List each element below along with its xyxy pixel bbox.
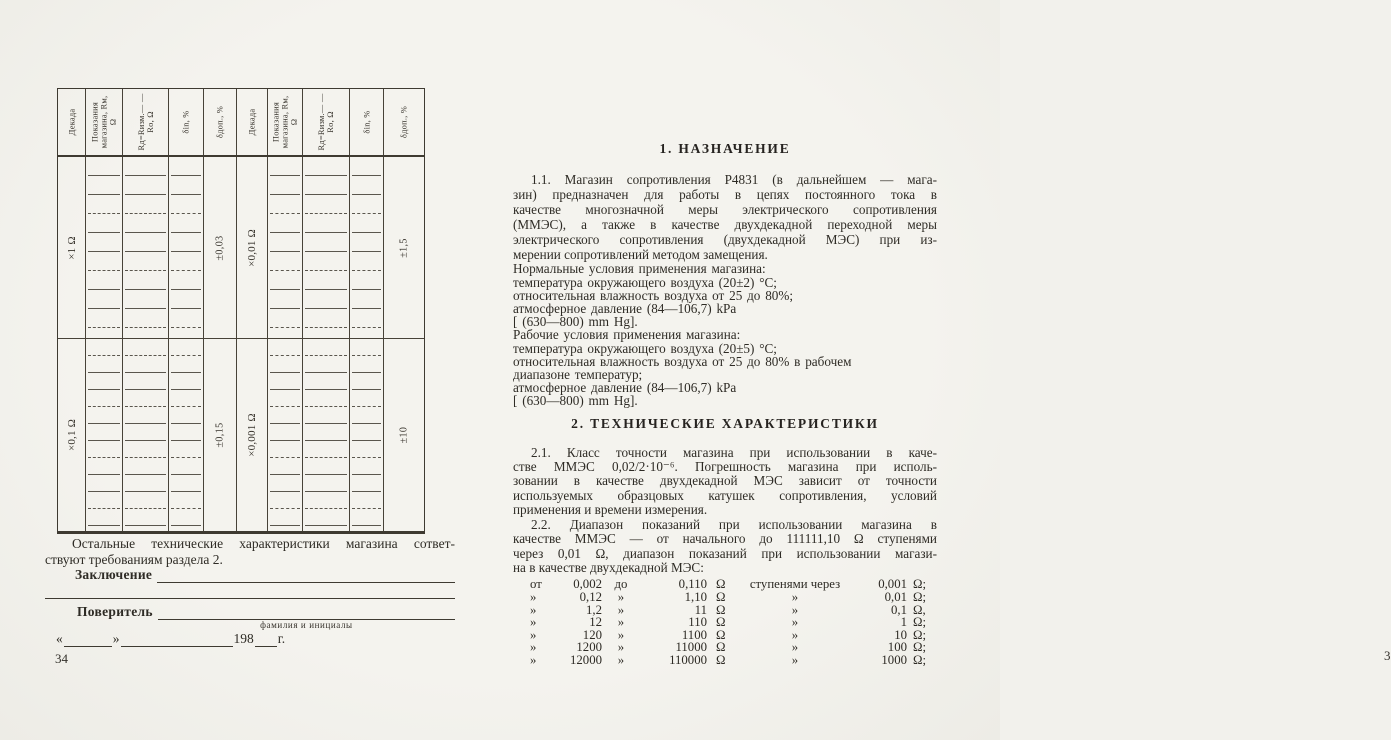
application-conditions: [513, 262, 937, 407]
fill-in-line: [125, 176, 166, 195]
fill-in-line: [171, 492, 201, 509]
fill-in-line: [305, 509, 347, 526]
col-header-rd: [303, 89, 350, 155]
fill-in-line: [352, 271, 381, 290]
fill-in-line: [305, 233, 347, 252]
paragraph-2-2: [513, 518, 937, 576]
range-cell: »: [617, 627, 625, 642]
range-cell: 0,12: [579, 589, 602, 604]
fill-in-line: [171, 176, 201, 195]
col-header-readings: [268, 89, 303, 155]
text-line: стве ММЭС 0,02/2·10⁻⁶. Погрешность магазина при исполь-: [513, 459, 937, 475]
range-cell: 11: [694, 602, 707, 617]
range-cell: до: [614, 577, 628, 592]
range-cell: 1,2: [586, 602, 602, 617]
text-line: применения и времени измерения.: [513, 502, 708, 518]
decade-label: ×0,001 Ω: [246, 413, 258, 457]
col-header-label: Декада: [66, 108, 76, 136]
fill-in-line: [305, 458, 347, 475]
range-cell: Ω: [716, 602, 726, 617]
fill-in-line: [352, 492, 381, 509]
section-2-heading: 2. ТЕХНИЧЕСКИЕ ХАРАКТЕРИСТИКИ: [571, 415, 879, 431]
text-line: Рабочие условия применения магазина:: [513, 327, 741, 343]
fill-in-line: [88, 195, 120, 214]
fill-in-line: [270, 441, 300, 458]
fill-in-line: [88, 407, 120, 424]
fill-in-line: [88, 475, 120, 492]
range-cell: »: [530, 627, 537, 642]
text-line: через 0,01 Ω, диапазон показаний при использовании магази-: [513, 545, 937, 561]
text-line: электрического сопротивления (двухдекадной МЭС) при из-: [513, 231, 937, 247]
range-cell: Ω;: [913, 627, 927, 642]
range-cell: 0,110: [678, 577, 707, 592]
fill-in-line: [88, 458, 120, 475]
fill-in-line: [352, 441, 381, 458]
fill-in-line: [171, 252, 201, 271]
fill-in-line: [352, 176, 381, 195]
fill-in-line: [125, 195, 166, 214]
fill-in-line: [352, 309, 381, 328]
range-cell: Ω,: [913, 602, 926, 617]
fill-in-line: [125, 475, 166, 492]
range-cell: »: [530, 640, 537, 655]
fill-in-line: [171, 157, 201, 176]
text-line: [ (630—800) mm Hg].: [513, 393, 638, 409]
fill-in-line: [305, 373, 347, 390]
range-cell: 12: [589, 615, 602, 630]
verifier-caption: фамилия и инициалы: [260, 620, 353, 630]
fill-in-line: [270, 195, 300, 214]
fill-in-line: [352, 214, 381, 233]
range-cell: 1: [900, 615, 907, 630]
fill-in-line: [88, 373, 120, 390]
text-line: Нормальные условия применения магазина:: [513, 261, 766, 277]
range-cell: 1000: [881, 652, 907, 667]
range-cell: Ω;: [913, 640, 927, 655]
allowed-error-cell: [384, 339, 424, 531]
range-cell: »: [791, 640, 799, 655]
fill-in-line: [88, 271, 120, 290]
allowed-error-label: ±1,5: [398, 237, 410, 258]
range-cell: 10: [894, 627, 907, 642]
fill-in-line: [305, 176, 347, 195]
fill-in-line: [305, 290, 347, 309]
fill-in-line: [88, 339, 120, 356]
range-cell: Ω;: [913, 652, 927, 667]
right-page: [500, 0, 1391, 740]
fill-in-line: [270, 252, 300, 271]
fill-in-line: [125, 339, 166, 356]
fill-in-column: [169, 339, 204, 531]
fill-in-column: [303, 339, 350, 531]
text-line: используемых образцовых катушек сопротивления, условий: [513, 487, 937, 503]
range-cell: 0,002: [573, 577, 602, 592]
range-cell: 11000: [675, 640, 707, 655]
col-header-rd: [123, 89, 169, 155]
text-line: качестве ММЭС — от начального до 111111,10 Ω ступенями: [513, 531, 937, 547]
fill-in-column: [86, 339, 123, 531]
allowed-error-label: ±10: [398, 426, 410, 444]
fill-in-line: [171, 458, 201, 475]
text-line: зин) предназначен для работы в цепях постоянного тока в: [513, 186, 937, 202]
text-line: зовании в качестве двухдекадной МЭС зависит от точности: [513, 473, 937, 489]
range-cell: 120: [582, 627, 602, 642]
range-cell: Ω: [716, 577, 726, 592]
text-line: температура окружающего воздуха (20±5) °С;: [513, 340, 777, 356]
col-header-label: Rд=Rизм.— —Rо, Ω: [135, 93, 155, 151]
fill-in-line: [270, 233, 300, 252]
fill-in-line: [88, 252, 120, 271]
text-line: диапазоне температур;: [513, 367, 643, 383]
range-cell: »: [791, 652, 799, 667]
decade-label-cell: [237, 157, 268, 338]
range-cell: 0,01: [884, 589, 907, 604]
text-line: атмосферное давление (84—106,7) kPa: [513, 380, 737, 396]
fill-in-line: [171, 290, 201, 309]
year-prefix: 198: [233, 631, 254, 646]
range-cell: »: [530, 615, 537, 630]
fill-in-line: [171, 407, 201, 424]
fill-in-line: [125, 407, 166, 424]
col-header-label: Rд=Rизм.— —Rо, Ω: [316, 93, 335, 151]
fill-in-line: [352, 252, 381, 271]
range-cell: 0,1: [891, 602, 907, 617]
decade-label: ×1 Ω: [65, 235, 78, 260]
col-header-delta-in: [350, 89, 384, 155]
fill-in-line: [305, 407, 347, 424]
text-line: относительная влажность воздуха от 25 до 80% в рабочем: [513, 353, 852, 369]
fill-in-line: [125, 492, 166, 509]
fill-in-line: [352, 458, 381, 475]
col-header-delta-dop: [384, 89, 424, 155]
text-line: ствуют требованиям раздела 2.: [45, 552, 223, 567]
range-cell: Ω: [716, 615, 726, 630]
fill-in-line: [270, 492, 300, 509]
paragraph-1-1: [513, 173, 937, 262]
allowed-error-label: ±0,03: [214, 235, 226, 260]
allowed-error-cell: [204, 157, 237, 338]
fill-in-line: [305, 195, 347, 214]
range-cell: »: [617, 602, 625, 617]
decade-label: ×0,01 Ω: [246, 228, 258, 267]
fill-in-line: [88, 290, 120, 309]
fill-in-line: [352, 509, 381, 526]
open-quote: «: [56, 631, 63, 646]
range-cell: 100: [887, 640, 907, 655]
col-header-label: Декада: [246, 108, 257, 136]
range-cell: »: [791, 627, 799, 642]
fill-in-line: [88, 441, 120, 458]
fill-in-line: [352, 475, 381, 492]
conclusion-label: Заключение: [75, 567, 153, 582]
range-cell: »: [617, 640, 625, 655]
fill-in-line: [88, 492, 120, 509]
table-header-row: [58, 89, 424, 157]
fill-in-line: [352, 339, 381, 356]
fill-in-line: [270, 356, 300, 373]
paragraph-2-1: [513, 446, 937, 518]
fill-in-line: [125, 356, 166, 373]
col-header-label: δдоп., %: [398, 105, 409, 139]
range-cell: 1200: [576, 640, 602, 655]
fill-in-line: [305, 424, 347, 441]
range-cell: »: [530, 652, 537, 667]
date-row: [55, 631, 295, 647]
fill-in-line: [125, 373, 166, 390]
text-line: (ММЭС), а также в качестве двухдекадной переходной меры: [513, 216, 937, 232]
fill-in-line: [171, 509, 201, 526]
fill-in-line: [88, 176, 120, 195]
fill-in-line: [171, 475, 201, 492]
fill-in-line: [88, 157, 120, 176]
range-cell: Ω: [716, 652, 726, 667]
date-day-blank: [64, 633, 112, 647]
allowed-error-cell: [384, 157, 424, 338]
conclusion-blank-line: [157, 569, 455, 583]
range-cell: от: [530, 577, 542, 592]
text-line: Остальные технические характеристики магазина сответ-: [72, 536, 455, 551]
fill-in-line: [171, 309, 201, 328]
col-header-decade: [237, 89, 268, 155]
range-cell: Ω: [716, 627, 726, 642]
allowed-error-label: ±0,15: [214, 422, 226, 448]
fill-in-line: [125, 390, 166, 407]
range-cell: 1,10: [684, 589, 707, 604]
fill-in-line: [270, 424, 300, 441]
note-paragraph: [45, 536, 455, 568]
text-line: относительная влажность воздуха от 25 до 80%;: [513, 287, 794, 303]
fill-in-line: [305, 356, 347, 373]
fill-in-line: [305, 309, 347, 328]
fill-in-line: [171, 424, 201, 441]
text-line: на в качестве двухдекадной МЭС:: [513, 559, 704, 575]
fill-in-line: [125, 309, 166, 328]
fill-in-line: [270, 509, 300, 526]
fill-in-line: [305, 492, 347, 509]
verification-protocol-table: [57, 88, 425, 534]
fill-in-column: [86, 157, 123, 338]
fill-in-line: [171, 214, 201, 233]
fill-in-line: [125, 271, 166, 290]
fill-in-line: [352, 390, 381, 407]
col-header-label: δin, %: [361, 110, 371, 134]
col-header-delta-dop: [204, 89, 237, 155]
text-line: 2.1. Класс точности магазина при использовании в каче-: [531, 444, 937, 460]
text-line: [ (630—800) mm Hg].: [513, 314, 638, 330]
fill-in-line: [125, 441, 166, 458]
range-cell: »: [617, 652, 625, 667]
fill-in-line: [125, 214, 166, 233]
right-page-content: [513, 141, 937, 666]
fill-in-column: [268, 339, 303, 531]
fill-in-line: [125, 509, 166, 526]
fill-in-column: [350, 339, 384, 531]
fill-in-line: [305, 441, 347, 458]
fill-in-line: [270, 458, 300, 475]
fill-in-line: [352, 373, 381, 390]
left-page: [0, 0, 500, 740]
fill-in-column: [169, 157, 204, 338]
year-suffix: г.: [277, 631, 286, 646]
fill-in-line: [305, 390, 347, 407]
range-cell: Ω;: [913, 577, 927, 592]
fill-in-line: [88, 356, 120, 373]
fill-in-line: [171, 356, 201, 373]
allowed-error-cell: [204, 339, 237, 531]
decade-label-cell: [58, 339, 86, 531]
fill-in-line: [171, 339, 201, 356]
col-header-readings: [86, 89, 123, 155]
range-cell: 1100: [681, 627, 707, 642]
fill-in-line: [352, 424, 381, 441]
range-cell: »: [530, 602, 537, 617]
fill-in-line: [88, 214, 120, 233]
section-1-heading: 1. НАЗНАЧЕНИЕ: [659, 141, 791, 156]
fill-in-line: [88, 424, 120, 441]
fill-in-line: [171, 390, 201, 407]
fill-in-column: [303, 157, 350, 338]
right-page-number: 3: [1384, 648, 1391, 663]
fill-in-line: [305, 252, 347, 271]
range-cell: 110000: [669, 652, 707, 667]
range-cell: Ω;: [913, 615, 927, 630]
range-cell: 12000: [570, 652, 602, 667]
text-line: 1.1. Магазин сопротивления Р4831 (в дальнейшем — мага-: [531, 172, 937, 187]
range-cell: Ω: [716, 589, 726, 604]
table-block-x0-1: [58, 339, 424, 531]
fill-in-line: [270, 475, 300, 492]
fill-in-line: [270, 176, 300, 195]
fill-in-line: [352, 407, 381, 424]
text-line: мерении сопротивлений методом замещения.: [513, 246, 768, 262]
range-cell: 0,001: [878, 577, 907, 592]
fill-in-column: [123, 157, 169, 338]
decade-label-cell: [237, 339, 268, 531]
verifier-label: Поверитель: [77, 604, 153, 619]
left-page-number: 34: [55, 651, 68, 666]
text-line: 2.2. Диапазон показаний при использовании магазина в: [531, 516, 937, 532]
fill-in-line: [88, 309, 120, 328]
fill-in-line: [305, 271, 347, 290]
fill-in-line: [171, 233, 201, 252]
range-cell: 110: [688, 615, 707, 630]
date-month-blank: [121, 633, 233, 647]
fill-in-column: [350, 157, 384, 338]
close-quote: »: [112, 631, 120, 646]
col-header-label: δin, %: [180, 110, 191, 134]
fill-in-line: [125, 424, 166, 441]
text-line: атмосферное давление (84—106,7) kPa: [513, 301, 737, 317]
fill-in-line: [88, 390, 120, 407]
fill-in-line: [88, 233, 120, 252]
fill-in-line: [270, 309, 300, 328]
fill-in-line: [88, 509, 120, 526]
fill-in-line: [270, 339, 300, 356]
fill-in-line: [352, 290, 381, 309]
col-header-label: δдоп., %: [214, 105, 225, 139]
text-line: температура окружающего воздуха (20±2) °С;: [513, 274, 777, 290]
col-header-label: Показания магазина, Rм, Ω: [270, 95, 299, 149]
fill-in-line: [125, 458, 166, 475]
fill-in-line: [270, 290, 300, 309]
fill-in-line: [352, 157, 381, 176]
range-cell: »: [791, 589, 799, 604]
fill-in-line: [270, 373, 300, 390]
year-blank: [255, 633, 277, 647]
fill-in-line: [171, 195, 201, 214]
fill-in-line: [171, 271, 201, 290]
verifier-row: [45, 604, 455, 630]
fill-in-line: [125, 290, 166, 309]
range-cell: »: [617, 615, 625, 630]
col-header-delta-in: [169, 89, 204, 155]
col-header-label: Показания магазина, Rм, Ω: [89, 95, 118, 149]
fill-in-line: [305, 157, 347, 176]
fill-in-line: [270, 157, 300, 176]
fill-in-line: [270, 214, 300, 233]
fill-in-line: [305, 339, 347, 356]
fill-in-line: [305, 214, 347, 233]
fill-in-line: [125, 252, 166, 271]
range-cell: ступенями через: [749, 577, 841, 592]
range-cell: Ω;: [913, 589, 927, 604]
decade-label: ×0,1 Ω: [65, 418, 78, 452]
fill-in-column: [123, 339, 169, 531]
conclusion-row: [45, 567, 455, 583]
resistance-ranges-table: [513, 578, 937, 666]
fill-in-line: [125, 157, 166, 176]
range-cell: Ω: [716, 640, 726, 655]
table-block-x1: [58, 157, 424, 339]
fill-in-line: [270, 390, 300, 407]
fill-in-column: [268, 157, 303, 338]
range-cell: »: [791, 602, 799, 617]
fill-in-line: [270, 271, 300, 290]
fill-in-line: [125, 233, 166, 252]
text-line: качестве многозначной меры электрического сопротивления: [513, 201, 937, 217]
decade-label-cell: [58, 157, 86, 338]
fill-in-line: [270, 407, 300, 424]
verifier-blank-line: [158, 606, 455, 630]
fill-in-line: [171, 373, 201, 390]
fill-in-line: [171, 441, 201, 458]
fill-in-line: [352, 233, 381, 252]
range-cell: »: [530, 589, 537, 604]
col-header-decade: [58, 89, 86, 155]
fill-in-line: [305, 475, 347, 492]
fill-in-line: [352, 195, 381, 214]
fill-in-line: [352, 356, 381, 373]
range-cell: »: [617, 589, 625, 604]
range-cell: »: [791, 615, 799, 630]
blank-line: [45, 584, 455, 599]
